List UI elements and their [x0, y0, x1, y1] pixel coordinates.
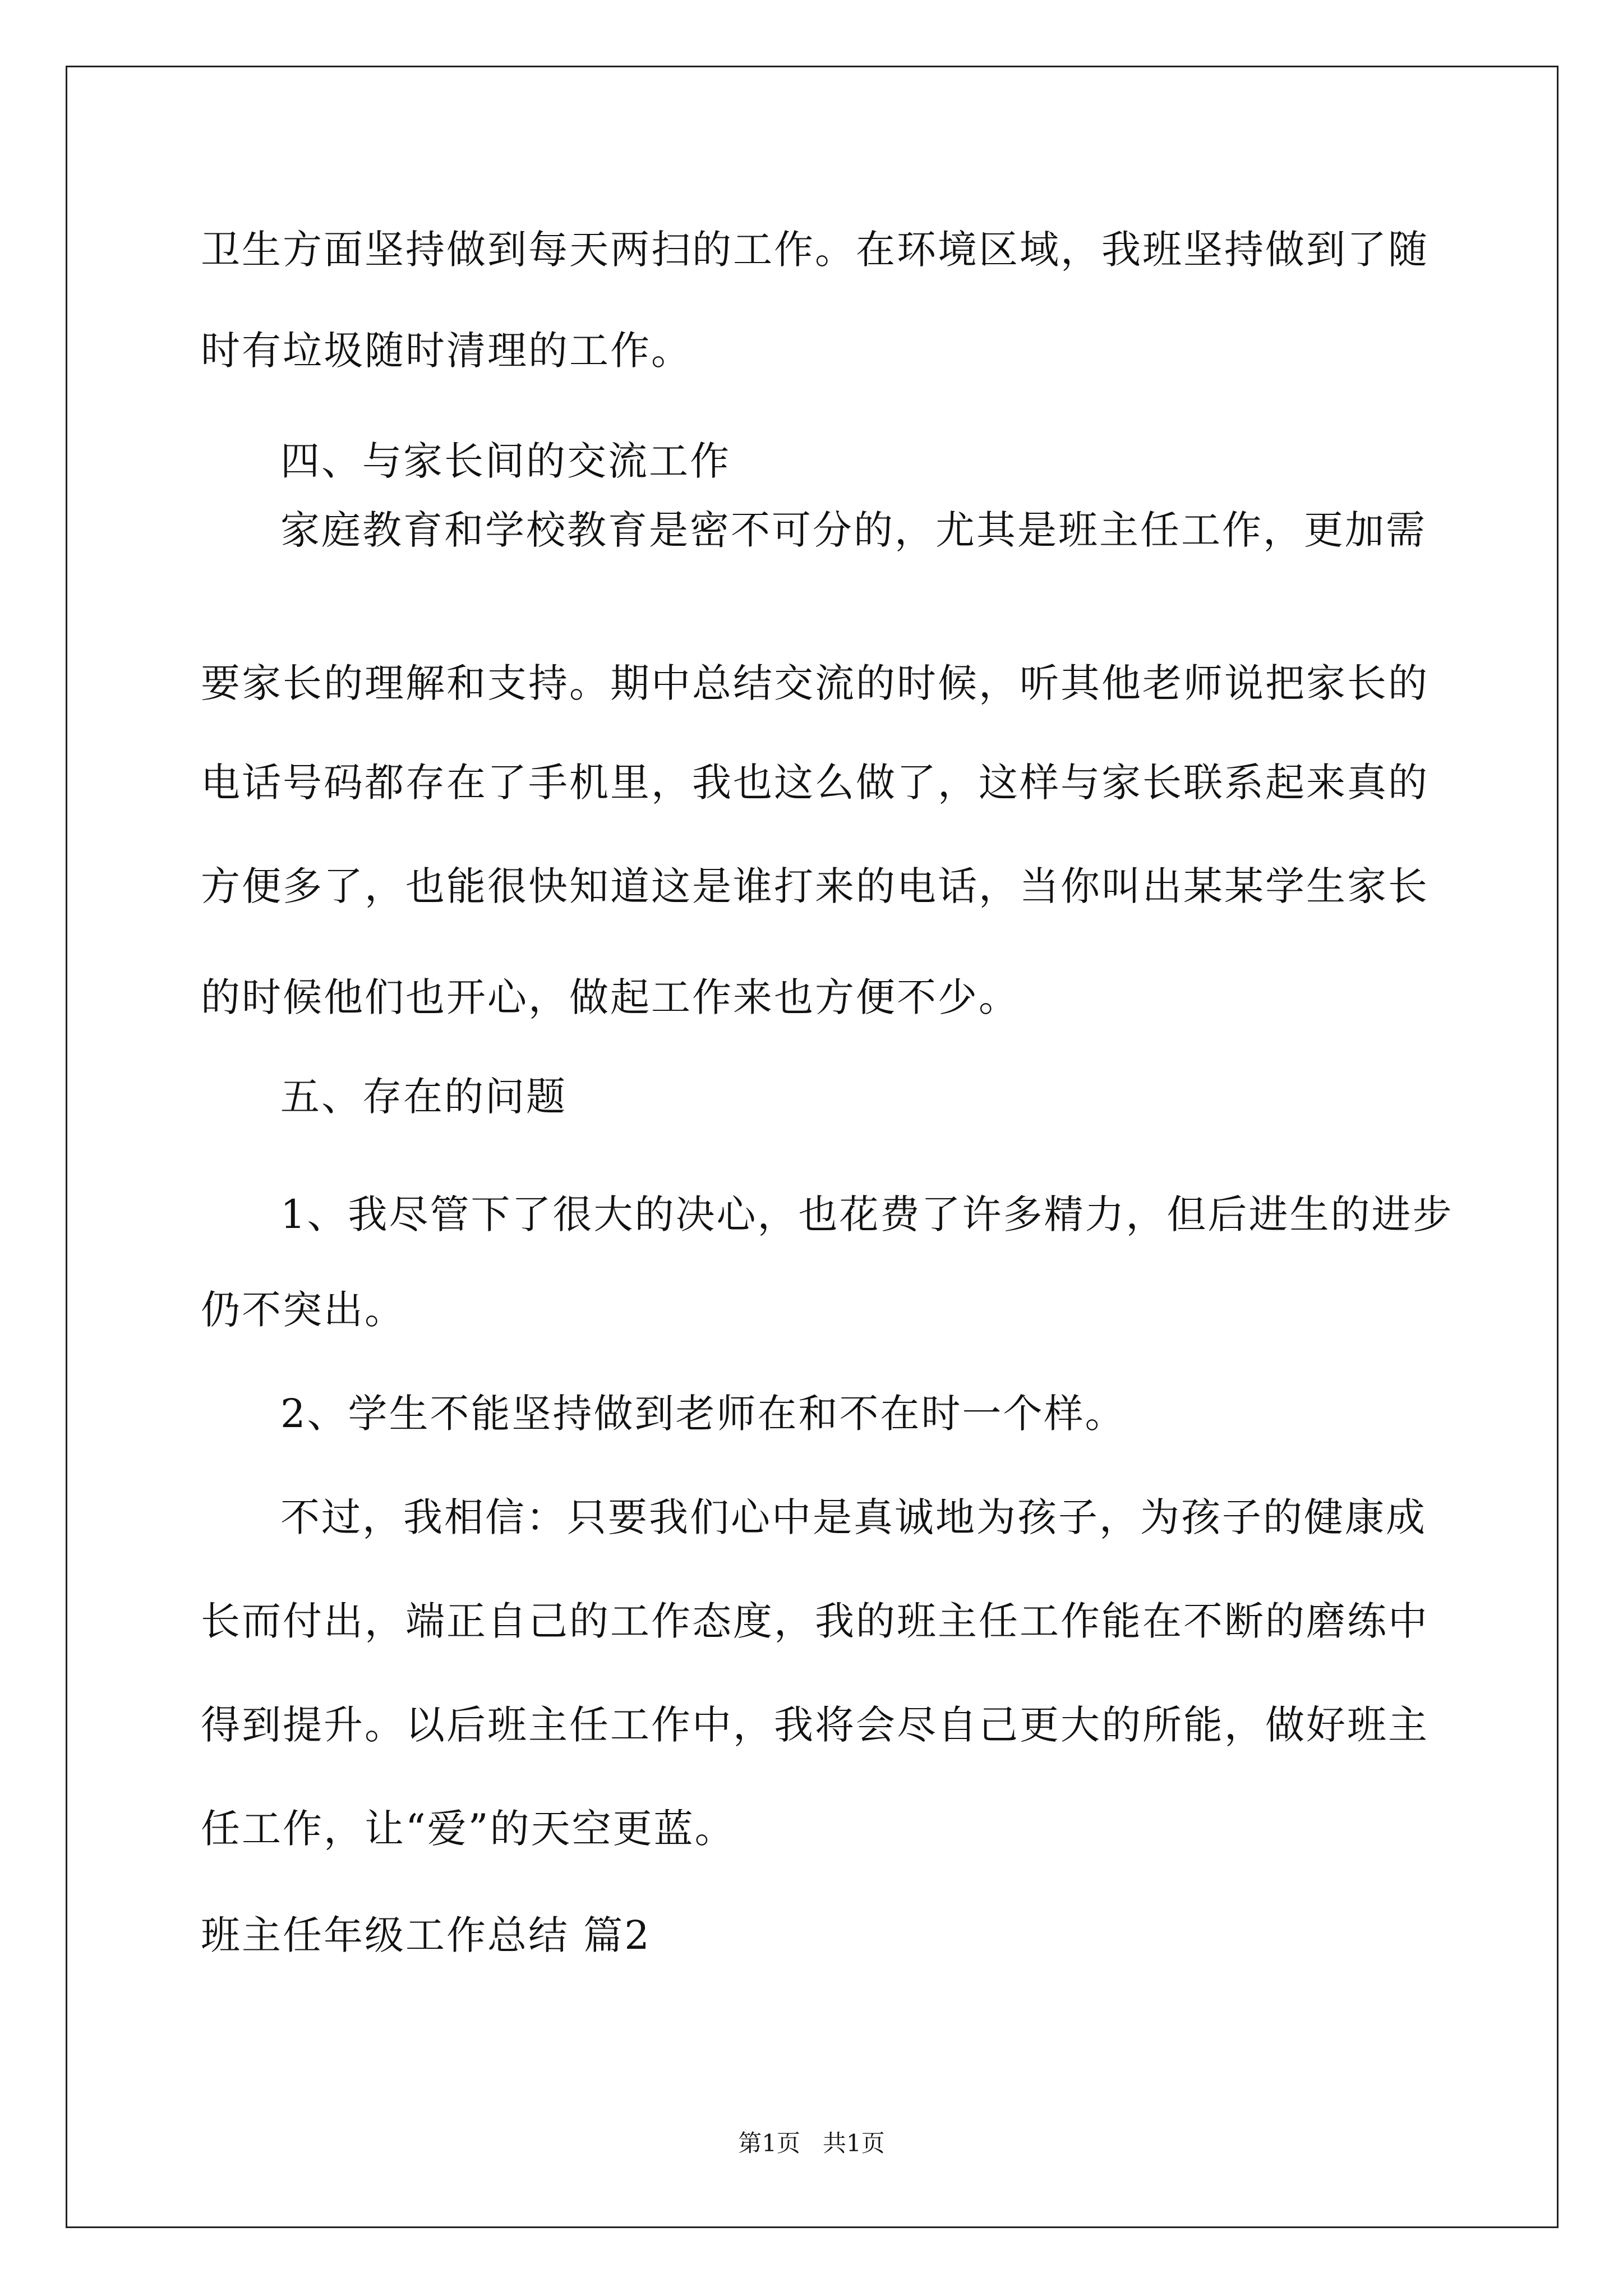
body-line: 2、学生不能坚持做到老师在和不在时一个样。 — [280, 1391, 1126, 1437]
body-line: 不过，我相信：只要我们心中是真诚地为孩子，为孩子的健康成 — [280, 1494, 1427, 1540]
body-line: 家庭教育和学校教育是密不可分的，尤其是班主任工作，更加需 — [280, 507, 1427, 553]
section-heading: 五、存在的问题 — [280, 1074, 567, 1120]
section-heading: 四、与家长间的交流工作 — [280, 438, 731, 484]
body-line: 要家长的理解和支持。期中总结交流的时候，听其他老师说把家长的 — [201, 660, 1429, 706]
body-line: 长而付出，端正自己的工作态度，我的班主任工作能在不断的磨练中 — [201, 1598, 1429, 1644]
body-line: 的时候他们也开心，做起工作来也方便不少。 — [201, 974, 1020, 1020]
page-border — [66, 66, 1559, 2228]
body-line: 电话号码都存在了手机里，我也这么做了，这样与家长联系起来真的 — [201, 760, 1429, 806]
document-title: 班主任年级工作总结 篇2 — [201, 1912, 651, 1958]
body-line: 任工作，让“爱”的天空更蓝。 — [201, 1806, 736, 1852]
body-line: 时有垃圾随时清理的工作。 — [201, 328, 692, 374]
body-line: 得到提升。以后班主任工作中，我将会尽自己更大的所能，做好班主 — [201, 1702, 1429, 1748]
body-line: 仍不突出。 — [201, 1287, 405, 1333]
body-line: 1、我尽管下了很大的决心，也花费了许多精力，但后进生的进步 — [280, 1191, 1454, 1237]
page-number-footer: 第1页 共1页 — [738, 2129, 885, 2157]
body-line: 方便多了，也能很快知道这是谁打来的电话，当你叫出某某学生家长 — [201, 863, 1429, 909]
body-line: 卫生方面坚持做到每天两扫的工作。在环境区域，我班坚持做到了随 — [201, 227, 1429, 273]
